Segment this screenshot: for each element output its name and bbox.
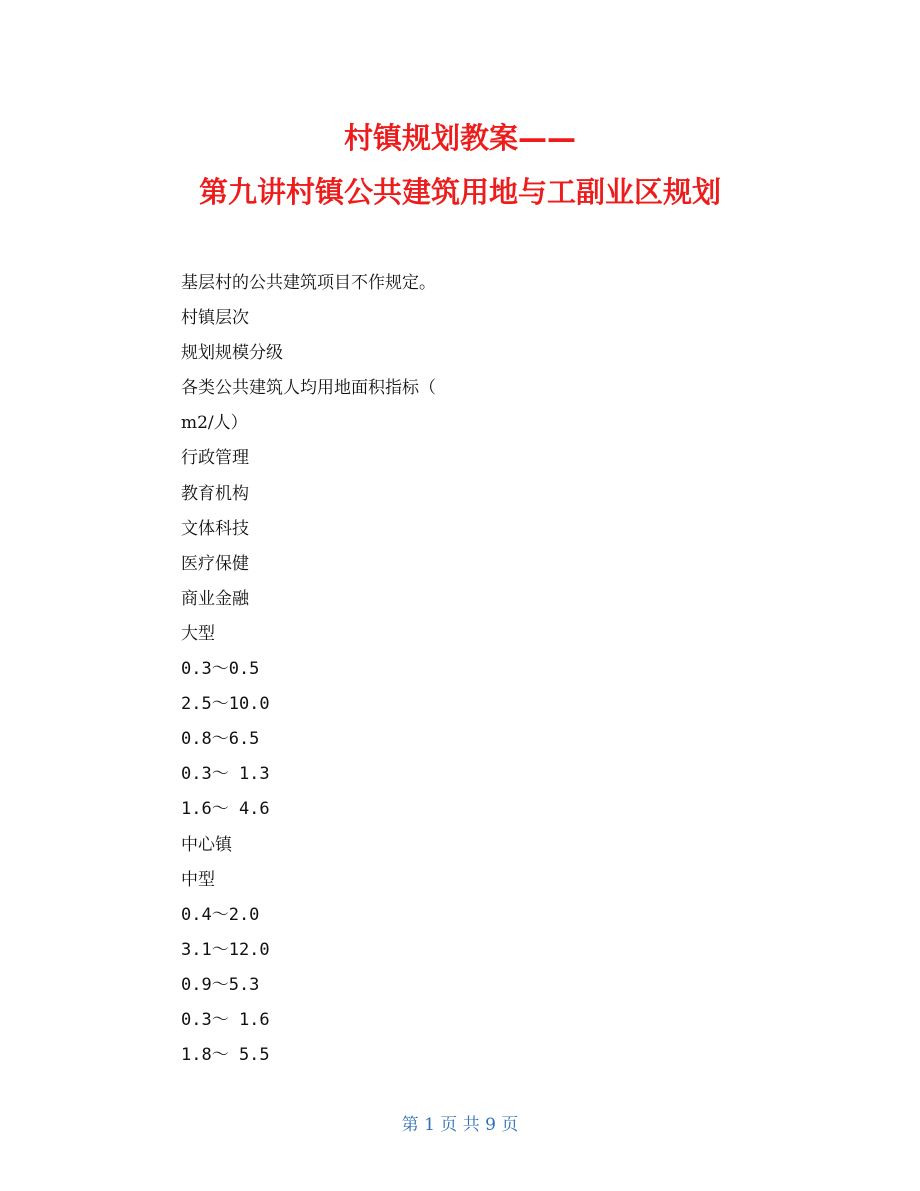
body-line: 中心镇 [181, 834, 232, 855]
body-line: 中型 [181, 869, 215, 890]
document-body [181, 266, 436, 1073]
body-line: 行政管理 [181, 448, 249, 469]
body-line: 商业金融 [181, 588, 249, 609]
body-line: 1.8～ 5.5 [181, 1045, 270, 1066]
body-line: m2/人） [181, 413, 248, 434]
body-line: 规划规模分级 [181, 343, 283, 364]
body-line: 各类公共建筑人均用地面积指标（ [181, 378, 436, 399]
page-number-footer: 第 1 页 共 9 页 [401, 1115, 519, 1135]
document-title-line-2: 第九讲村镇公共建筑用地与工副业区规划 [198, 175, 721, 209]
body-line: 2.5～10.0 [181, 694, 270, 715]
body-line: 0.9～5.3 [181, 974, 260, 995]
document-title-line-1: 村镇规划教案—— [343, 121, 576, 155]
body-line: 村镇层次 [181, 308, 249, 329]
body-line: 3.1～12.0 [181, 939, 270, 960]
body-line: 大型 [181, 623, 215, 644]
body-line: 0.3～ 1.3 [181, 764, 270, 785]
body-line: 0.3～0.5 [181, 659, 260, 680]
body-line: 0.8～6.5 [181, 729, 260, 750]
body-line: 0.4～2.0 [181, 904, 260, 925]
body-line: 1.6～ 4.6 [181, 799, 270, 820]
body-line: 基层村的公共建筑项目不作规定。 [181, 273, 436, 293]
body-line: 教育机构 [181, 483, 249, 504]
body-line: 文体科技 [181, 518, 249, 539]
body-line: 0.3～ 1.6 [181, 1009, 270, 1030]
body-line: 医疗保健 [181, 553, 249, 574]
